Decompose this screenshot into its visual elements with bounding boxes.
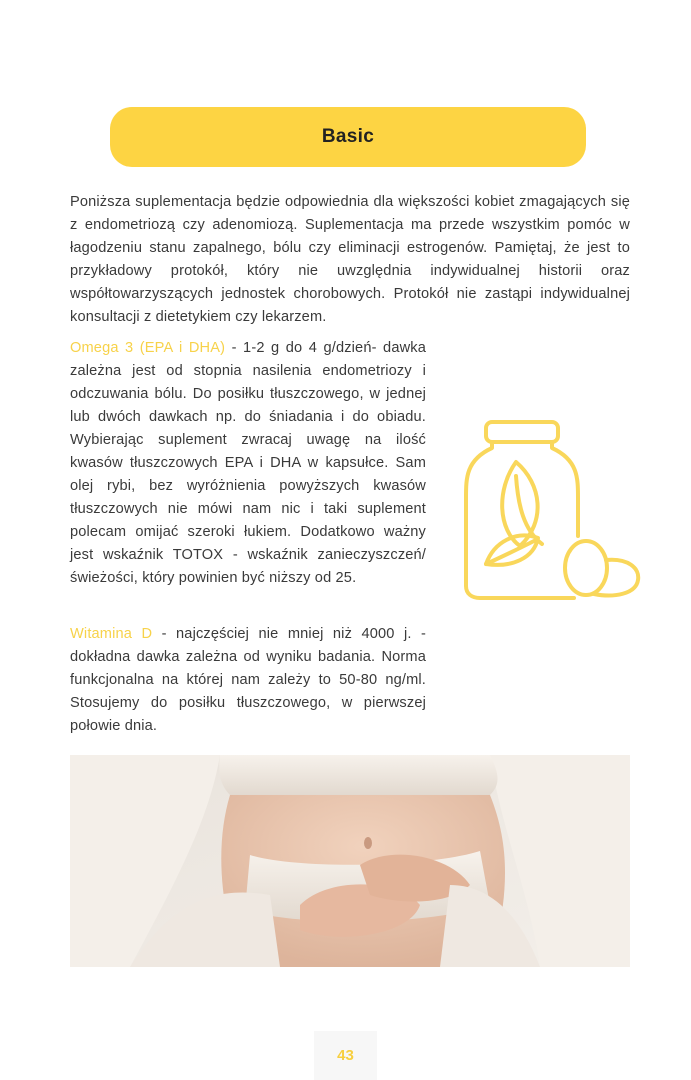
page-number: 43 [337, 1047, 354, 1064]
page-number-box [314, 1031, 377, 1080]
abdomen-photo [70, 755, 630, 967]
omega-paragraph [70, 337, 426, 590]
section-header-banner [110, 107, 586, 167]
vitamin-d-name: Witamina D [70, 626, 153, 642]
omega-name: Omega 3 (EPA i DHA) [70, 340, 226, 356]
section-title: Basic [321, 126, 375, 147]
omega-text: - 1-2 g do 4 g/dzień- dawka zależna jest od stopnia nasilenia endometriozy i odczuwania bólu. Do posiłku tłuszczowego, w jednej lub dwóch dawkach np. do śniadania i do obiadu. Wybierając suplement zwracaj uwagę na ilość kwasów tłuszczowych EPA i DHA w kapsułce. Sam olej rybi, bez wyróżnienia powyższych kwasów tłuszczowych nie mówi nam nic i taki suplement polecam omijać szeroki łukiem. Dodatkowo ważny jest wskaźnik TOTOX - wskaźnik zanieczyszczeń/świeżości, który powinien być niższy od 25. [70, 340, 426, 586]
intro-paragraph: Poniższa suplementacja będzie odpowiednia dla większości kobiet zmagających się z endometriozą czy adenomiozą. Suplementacja ma przede wszystkim pomóc w łagodzeniu stanu zapalnego, bólu czy eliminacji estrogenów. Pamiętaj, że jest to przykładowy protokół, który nie uwzględnia indywidualnej historii oraz współtowarzyszących jednostek chorobowych. Protokół nie zastąpi indywidualnej konsultacji z dietetykiem czy lekarzem. [70, 194, 630, 325]
vitamin-d-text: - najczęściej nie mniej niż 4000 j. - dokładna dawka zależna od wyniku badania. Norma funkcjonalna na której nam zależy to 50-80 ng/ml. Stosujemy do posiłku tłuszczowego, w pierwszej połowie dnia. [70, 626, 426, 734]
vitamin-d-paragraph [70, 623, 426, 738]
supplement-jar-leaves-icon [458, 418, 642, 602]
